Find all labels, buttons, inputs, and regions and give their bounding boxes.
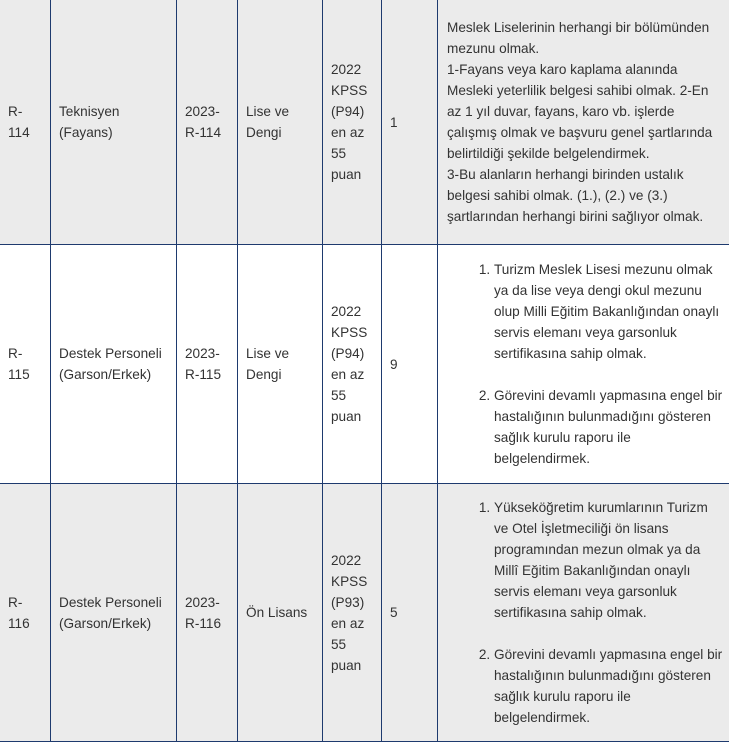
table-row <box>0 245 729 484</box>
position-code: R-116 <box>0 484 51 742</box>
requirements-cell <box>438 0 729 245</box>
requirement-item: 2. Görevini devamlı yapmasına engel bir hastalığının bulunmadığını gösteren sağlık kurulu raporu ile belgelendirmek. <box>494 385 724 469</box>
requirement-text: Meslek Liselerinin herhangi bir bölümünden mezunu olmak. <box>447 17 726 59</box>
requirement-text: 1-Fayans veya karo kaplama alanında Mesleki yeterlilik belgesi sahibi olmak. 2-En az 1 yıl duvar, fayans, karo vb. işlerde çalışmış olmak ve başvuru genel şartlarında belirtildiği şekilde belgelendirmek. <box>447 59 726 164</box>
requirements-list <box>446 497 724 728</box>
requirement-item: 2. Görevini devamlı yapmasına engel bir hastalığının bulunmadığını gösteren sağlık kurulu raporu ile belgelendirmek. <box>494 644 724 728</box>
position-ref: 2023-R-114 <box>177 0 238 245</box>
table-row <box>0 0 729 245</box>
quota-count: 5 <box>382 484 438 742</box>
requirements-cell <box>438 245 729 484</box>
education-level: Lise ve Dengi <box>238 245 323 484</box>
position-title: Teknisyen (Fayans) <box>51 0 177 245</box>
position-ref: 2023-R-115 <box>177 245 238 484</box>
quota-count: 1 <box>382 0 438 245</box>
position-code: R-114 <box>0 0 51 245</box>
kpss-requirement: 2022 KPSS (P93) en az 55 puan <box>323 484 382 742</box>
table-row <box>0 484 729 742</box>
requirement-item: 1. Turizm Meslek Lisesi mezunu olmak ya da lise veya dengi okul mezunu olup Milli Eğitim Bakanlığından onaylı servis elemanı veya garsonluk sertifikasına sahip olmak. <box>494 259 724 364</box>
kpss-requirement: 2022 KPSS (P94) en az 55 puan <box>323 245 382 484</box>
position-ref: 2023-R-116 <box>177 484 238 742</box>
position-title: Destek Personeli (Garson/Erkek) <box>51 484 177 742</box>
education-level: Ön Lisans <box>238 484 323 742</box>
position-code: R-115 <box>0 245 51 484</box>
requirement-text: 3-Bu alanların herhangi birinden ustalık belgesi sahibi olmak. (1.), (2.) ve (3.) şartlarından herhangi birini sağlıyor olmak. <box>447 164 726 227</box>
quota-count: 9 <box>382 245 438 484</box>
requirements-list <box>446 259 724 469</box>
requirements-cell <box>438 484 729 742</box>
position-title: Destek Personeli (Garson/Erkek) <box>51 245 177 484</box>
requirement-item: 1. Yükseköğretim kurumlarının Turizm ve Otel İşletmeciliği ön lisans programından mezun olmak ya da Millî Eğitim Bakanlığından onaylı servis elemanı veya garsonluk sertifikasına sahip olmak. <box>494 497 724 623</box>
kpss-requirement: 2022 KPSS (P94) en az 55 puan <box>323 0 382 245</box>
education-level: Lise ve Dengi <box>238 0 323 245</box>
